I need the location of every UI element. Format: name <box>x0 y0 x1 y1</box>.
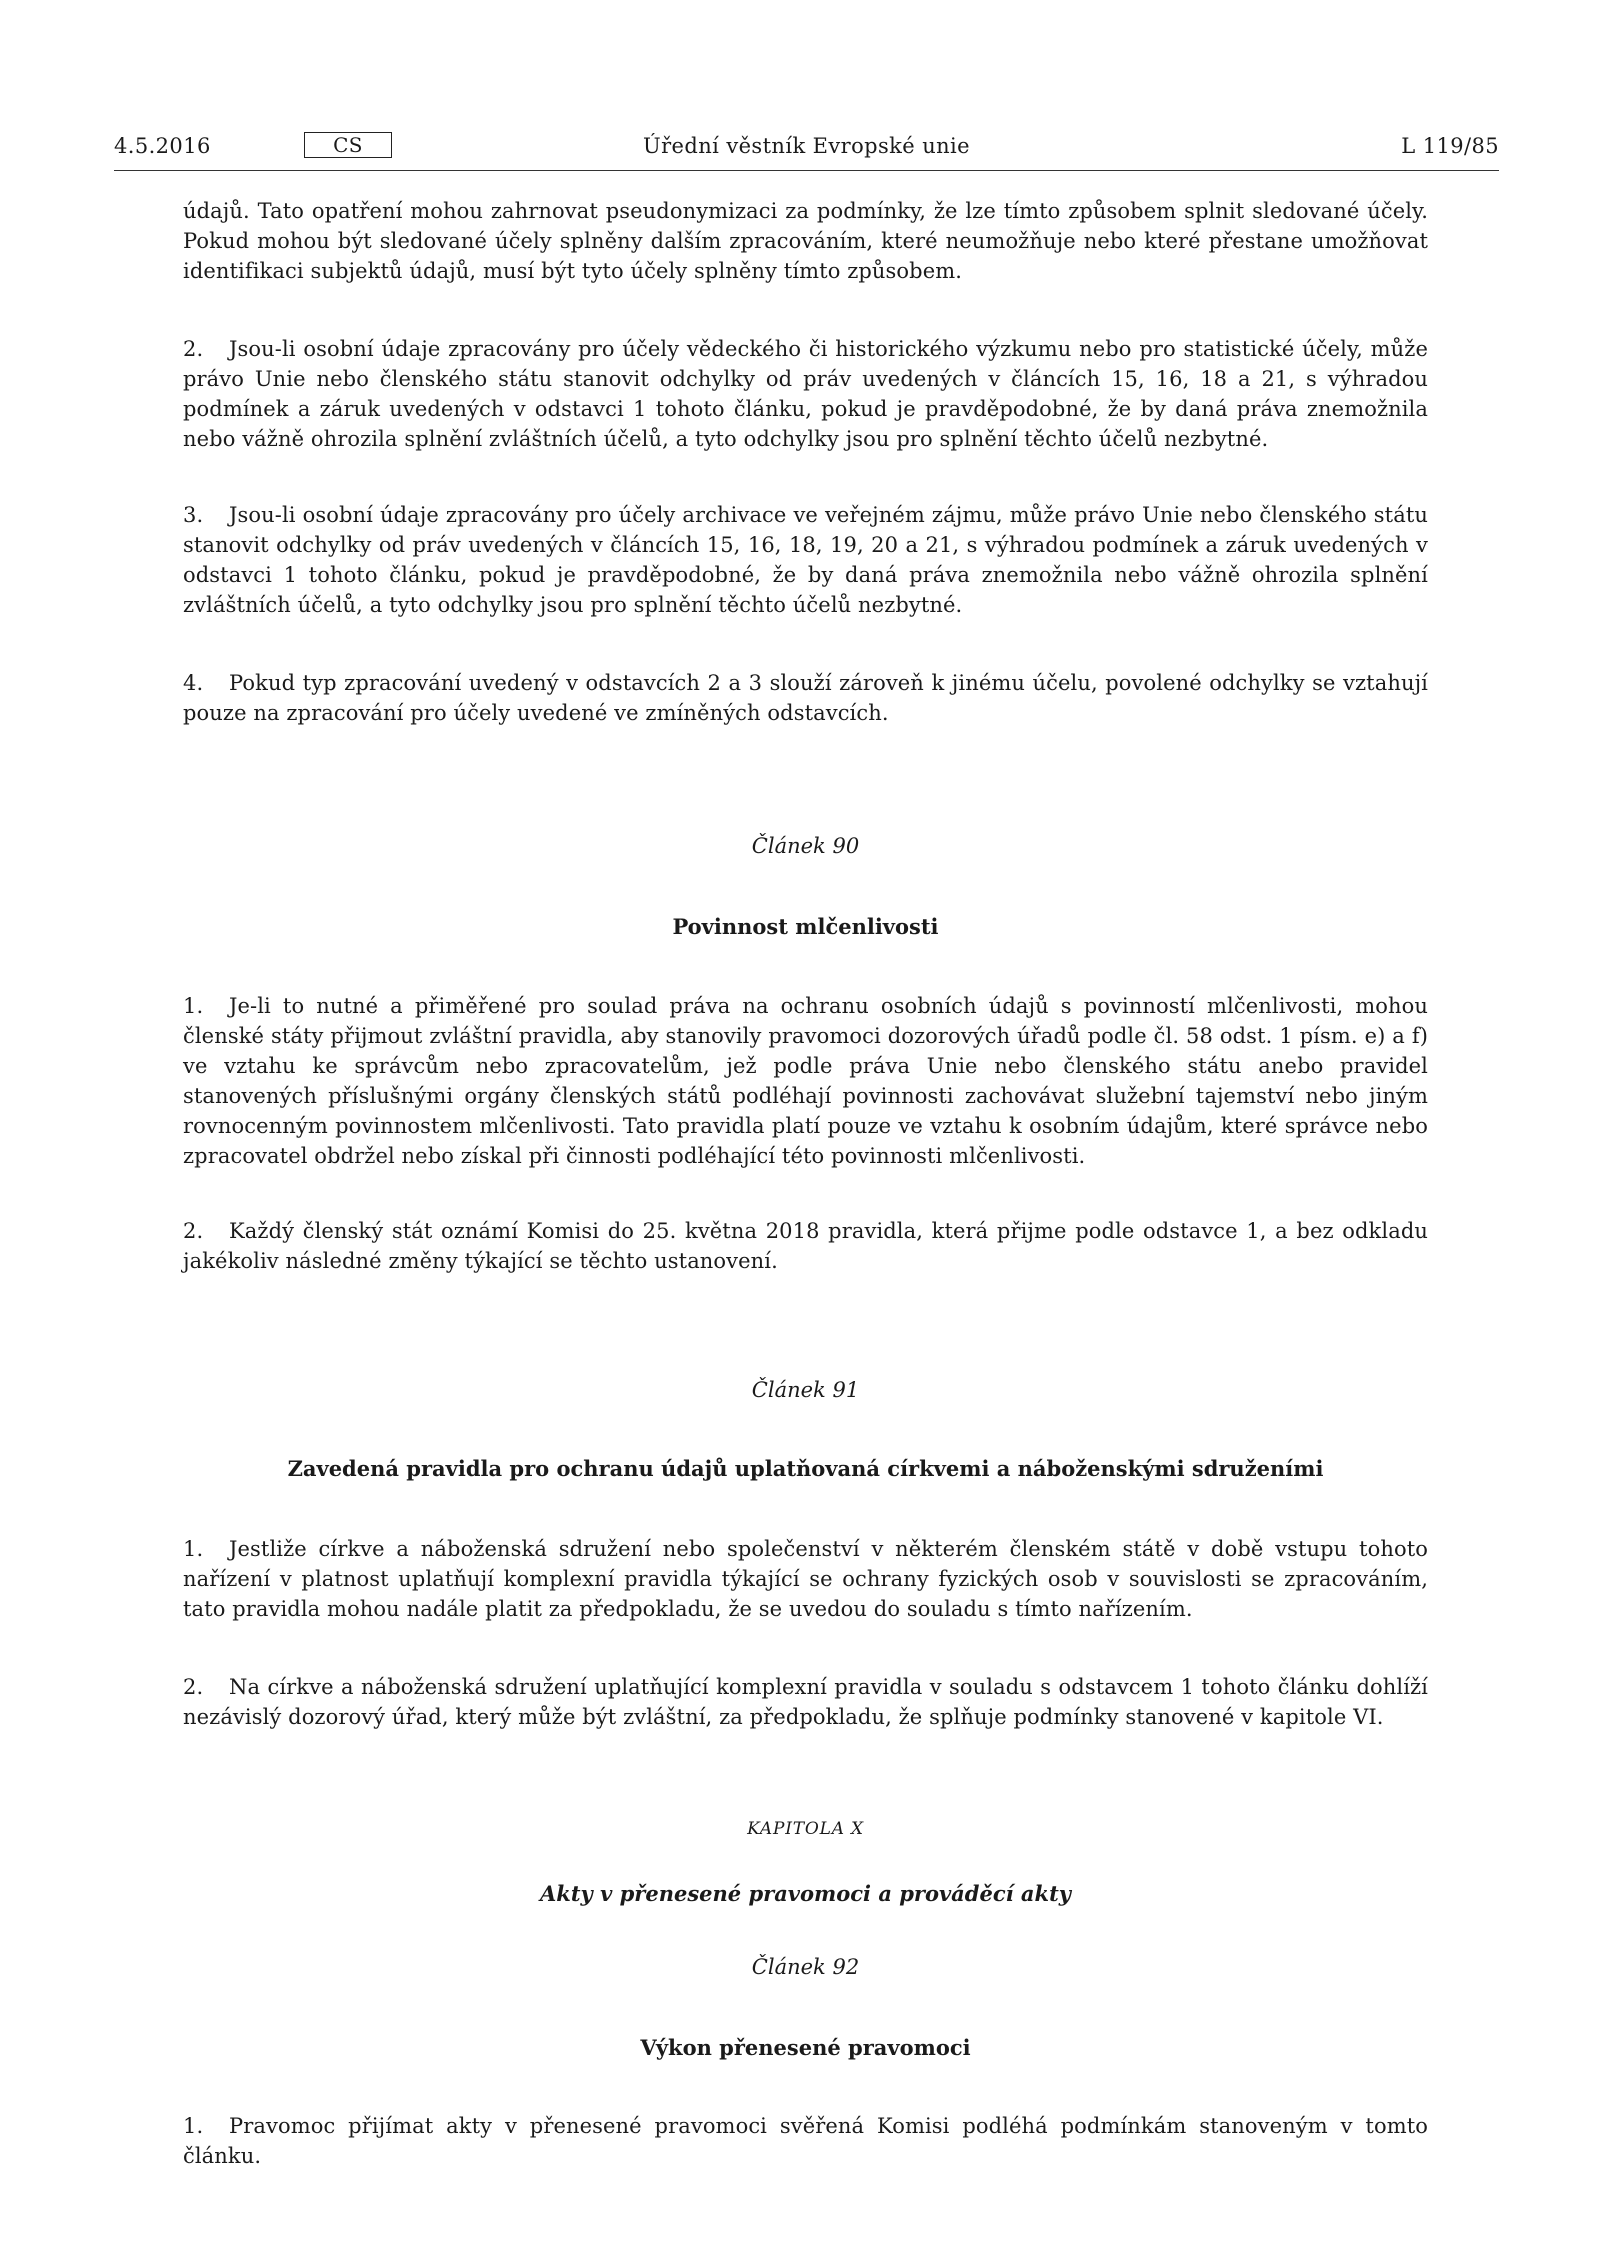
article-91-title: Zavedená pravidla pro ochranu údajů uplatňovaná církvemi a náboženskými sdruženími <box>287 1456 1324 1481</box>
article-91-paragraph-1 <box>183 1534 1428 1624</box>
article-89-paragraph-4 <box>183 668 1428 728</box>
journal-title: Úřední věstník Evropské unie <box>643 134 970 158</box>
paragraph-text: Každý členský stát oznámí Komisi do 25. května 2018 pravidla, která přijme podle odstavce 1, a bez odkladu jakékoliv následné změny týkající se těchto ustanovení. <box>183 1219 1428 1273</box>
chapter-label: KAPITOLA X <box>747 1819 864 1839</box>
paragraph-text: Jestliže církve a náboženská sdružení nebo společenství v některém členském státě v době vstupu tohoto nařízení v platnost uplatňují komplexní pravidla týkající se ochrany fyzických osob v souvislosti se zpracováním, tato pravidla mohou nadále platit za předpokladu, že se uvedou do souladu s tímto nařízením. <box>183 1537 1428 1621</box>
paragraph-text: Na církve a náboženská sdružení uplatňující komplexní pravidla v souladu s odstavcem 1 tohoto článku dohlíží nezávislý dozorový úřad, který může být zvláštní, za předpokladu, že splňuje podmínky stanovené v kapitole VI. <box>183 1675 1428 1729</box>
article-90-label: Článek 90 <box>751 834 860 858</box>
chapter-title: Akty v přenesené pravomoci a prováděcí akty <box>540 1881 1071 1906</box>
paragraph-text: Jsou-li osobní údaje zpracovány pro účely archivace ve veřejném zájmu, může právo Unie nebo členského státu stanovit odchylky od práv uvedených v článcích 15, 16, 18, 19, 20 a 21, s výhradou podmínek a záruk uvedených v odstavci 1 tohoto článku, pokud je pravděpodobné, že by daná práva znemožnila nebo vážně ohrozila splnění zvláštních účelů, a tyto odchylky jsou pro splnění těchto účelů nezbytné. <box>183 503 1428 617</box>
paragraph-number: 2. <box>183 1675 204 1699</box>
article-92-label: Článek 92 <box>751 1955 860 1979</box>
continuation-paragraph <box>183 196 1428 286</box>
article-90-paragraph-2 <box>183 1216 1428 1276</box>
paragraph-text: Pokud typ zpracování uvedený v odstavcích 2 a 3 slouží zároveň k jinému účelu, povolené odchylky se vztahují pouze na zpracování pro účely uvedené ve zmíněných odstavcích. <box>183 671 1428 725</box>
page-reference: L 119/85 <box>1401 134 1499 158</box>
article-91-paragraph-2 <box>183 1672 1428 1732</box>
language-badge: CS <box>304 132 392 158</box>
paragraph-number: 1. <box>183 1537 204 1561</box>
article-90-paragraph-1 <box>183 991 1428 1171</box>
article-90-title: Povinnost mlčenlivosti <box>672 914 939 939</box>
paragraph-text: Jsou-li osobní údaje zpracovány pro účely vědeckého či historického výzkumu nebo pro statistické účely, může právo Unie nebo členského státu stanovit odchylky od práv uvedených v článcích 15, 16, 18 a 21, s výhradou podmínek a záruk uvedených v odstavci 1 tohoto článku, pokud je pravděpodobné, že by daná práva znemožnila nebo vážně ohrozila splnění zvláštních účelů, a tyto odchylky jsou pro splnění těchto účelů nezbytné. <box>183 337 1428 451</box>
page-header <box>114 130 1499 170</box>
article-89-paragraph-3 <box>183 500 1428 620</box>
article-89-paragraph-2 <box>183 334 1428 454</box>
paragraph-number: 2. <box>183 337 204 361</box>
paragraph-text: údajů. Tato opatření mohou zahrnovat pseudonymizaci za podmínky, že lze tímto způsobem splnit sledované účely. Pokud mohou být sledované účely splněny dalším zpracováním, které neumožňuje nebo které přestane umožňovat identifikaci subjektů údajů, musí být tyto účely splněny tímto způsobem. <box>183 199 1428 283</box>
paragraph-number: 4. <box>183 671 204 695</box>
paragraph-text: Pravomoc přijímat akty v přenesené pravomoci svěřená Komisi podléhá podmínkám stanoveným v tomto článku. <box>183 2114 1428 2168</box>
article-92-paragraph-1 <box>183 2111 1428 2171</box>
article-91-label: Článek 91 <box>751 1378 860 1402</box>
publication-date: 4.5.2016 <box>114 134 211 158</box>
article-92-title: Výkon přenesené pravomoci <box>640 2035 971 2060</box>
paragraph-number: 1. <box>183 2114 204 2138</box>
paragraph-text: Je-li to nutné a přiměřené pro soulad práva na ochranu osobních údajů s povinností mlčenlivosti, mohou členské státy přijmout zvláštní pravidla, aby stanovily pravomoci dozorových úřadů podle čl. 58 odst. 1 písm. e) a f) ve vztahu ke správcům nebo zpracovatelům, jež podle práva Unie nebo členského státu anebo pravidel stanovených příslušnými orgány členských států podléhají povinnosti zachovávat služební tajemství nebo jiným rovnocenným povinnostem mlčenlivosti. Tato pravidla platí pouze ve vztahu k osobním údajům, které správce nebo zpracovatel obdržel nebo získal při činnosti podléhající této povinnosti mlčenlivosti. <box>183 994 1428 1168</box>
paragraph-number: 2. <box>183 1219 204 1243</box>
header-divider <box>114 170 1499 171</box>
paragraph-number: 1. <box>183 994 204 1018</box>
paragraph-number: 3. <box>183 503 204 527</box>
